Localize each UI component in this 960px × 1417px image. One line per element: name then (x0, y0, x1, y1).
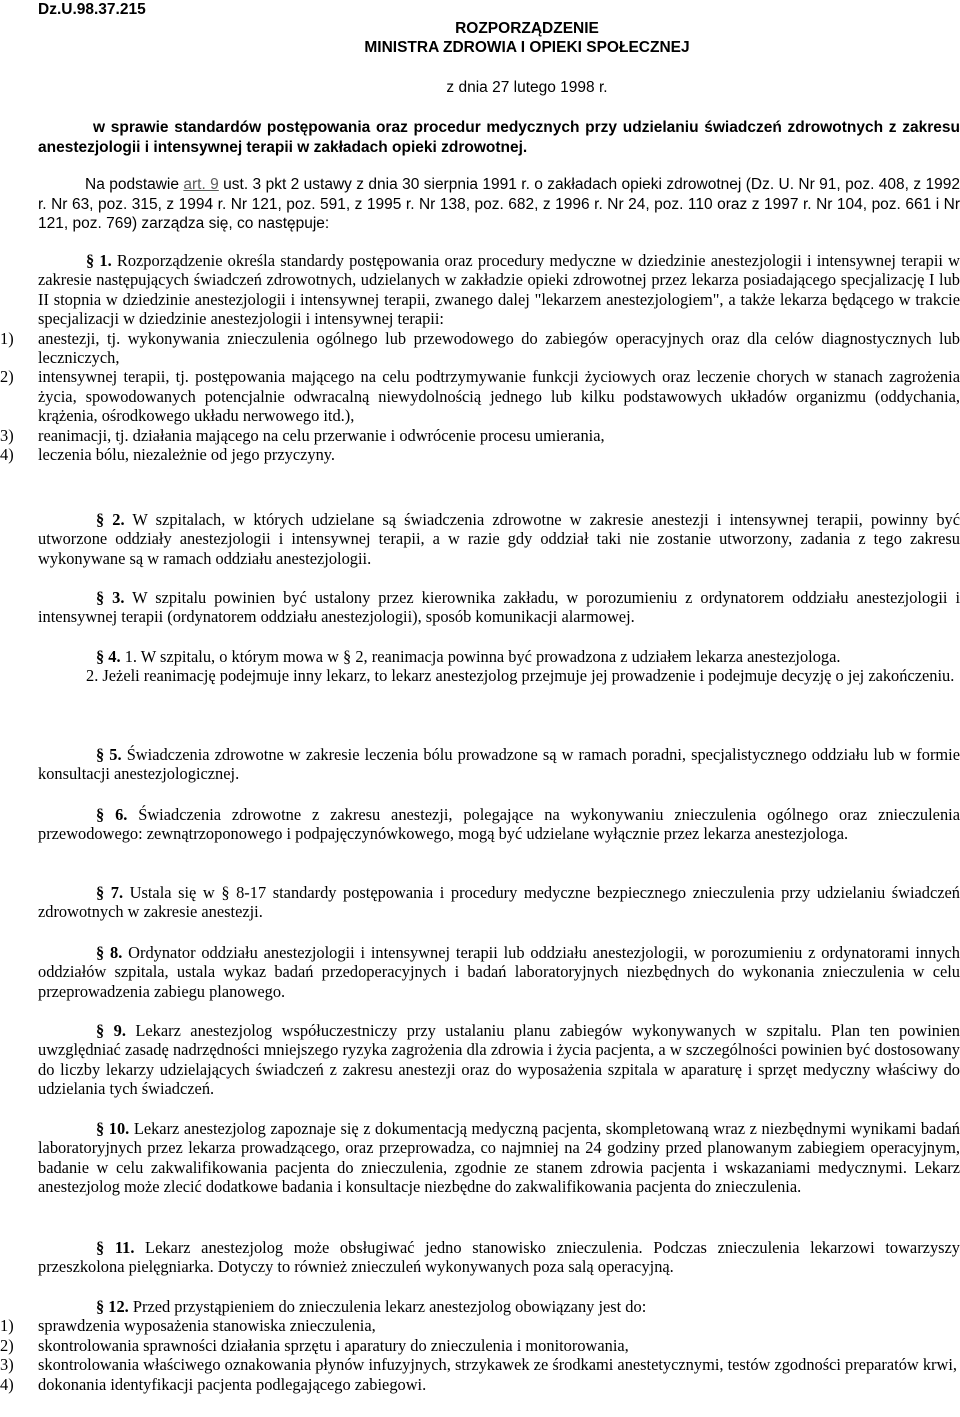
list-item: 4) dokonania identyfikacji pacjenta podlegającego zabiegowi. (0, 1374, 427, 1394)
section-1-list (0, 328, 960, 465)
section-4: § 4. 1. W szpitalu, o którym mowa w § 2, reanimacja powinna być prowadzona z udziałem lekarza anestezjologa. 2. Jeżeli reanimację podejmuje inny lekarz, to lekarz anestezjolog przejmuje jej prowadzenie i podejmuje decyzję o jej zakończeniu. (86, 647, 955, 686)
section-1 (0, 251, 960, 465)
section-8-number: § 8. (96, 943, 123, 962)
document-subject (38, 118, 960, 157)
section-12-list (0, 1316, 960, 1394)
list-item: 1) anestezji, tj. wykonywania znieczulenia ogólnego lub przewodowego do zabiegów operacyjnych oraz dla celów diagnostycznych lub leczniczych, (0, 328, 960, 368)
section-11-number: § 11. (96, 1238, 135, 1257)
list-item: 2) skontrolowania sprawności działania sprzętu i aparatury do znieczulenia i monitorowania, (0, 1335, 629, 1355)
subject-text: w sprawie standardów postępowania oraz procedur medycznych przy udzielaniu świadczeń zdrowotnych z zakresu anestezjologii i intensywnej terapii w zakładach opieki zdrowotnej. (38, 119, 960, 156)
section-4-number: § 4. (96, 647, 121, 666)
article-link[interactable]: art. 9 (183, 176, 219, 193)
section-12: § 12. Przed przystąpieniem do znieczulenia lekarz anestezjolog obowiązany jest do: 1) sprawdzenia wyposażenia stanowiska znieczulenia, 2) skontrolowania sprawności działania sprzętu i aparatury do znieczulenia i monitorowania, 3) skontrolowania właściwego oznakowania płynów infuzyjnych, strzykawek ze środkami anestetycznymi, testów zgodności preparatów krwi, 4) dokonania identyfikacji pacjenta podlegającego zabiegowi. (38, 1297, 960, 1394)
section-12-number: § 12. (96, 1297, 129, 1316)
list-item: 3) skontrolowania właściwego oznakowania płynów infuzyjnych, strzykawek ze środkami anestetycznymi, testów zgodności preparatów krwi, (0, 1355, 957, 1375)
section-6: § 6. Świadczenia zdrowotne z zakresu anestezji, polegające na wykonywaniu znieczulenia ogólnego oraz znieczulenia przewodowego: zewnątrzoponowego i podpajęczynówkowego, mogą być udzielane wyłącznie przez lekarza anestezjologa. (38, 805, 960, 844)
section-10: § 10. Lekarz anestezjolog zapoznaje się z dokumentacją medyczną pacjenta, skompletowaną wraz z niezbędnymi wynikami badań laboratoryjnych przez lekarza prowadzącego, oraz przeprowadza, co najmniej na 24 godziny przed planowanym zabiegiem operacyjnym, badanie w celu zakwalifikowania pacjenta do znieczulenia, zgodnie ze stanem zdrowia pacjenta i wskazaniami medycznymi. Lekarz anestezjolog może zlecić dodatkowe badania i konsultacje niezbędne do zakwalifikowania pacjenta do znieczulenia. (38, 1119, 960, 1197)
section-1-intro: § 1. Rozporządzenie określa standardy postępowania oraz procedury medyczne w dziedzinie anestezjologii i intensywnej terapii w zakresie następujących świadczeń zdrowotnych, udzielanych w zakładzie opieki zdrowotnej przez lekarza posiadającego specjalizację I lub II stopnia w dziedzinie anestezjologii i intensywnej terapii, zwanego dalej "lekarzem anestezjologiem", a także lekarza będącego w trakcie specjalizacji w dziedzinie anestezjologii i intensywnej terapii: (38, 251, 960, 329)
section-3: § 3. W szpitalu powinien być ustalony przez kierownika zakładu, w porozumieniu z ordynatorem oddziału anestezjologii i intensywnej terapii (ordynatorem oddziału anestezjologii), sposób komunikacji alarmowej. (38, 588, 960, 627)
basis-pre: Na podstawie (85, 176, 184, 193)
list-item: 1) sprawdzenia wyposażenia stanowiska znieczulenia, (0, 1316, 376, 1336)
journal-reference: Dz.U.98.37.215 (38, 1, 146, 18)
list-item: 3) reanimacji, tj. działania mającego na celu przerwanie i odwrócenie procesu umierania, (0, 425, 605, 445)
section-10-number: § 10. (96, 1119, 130, 1138)
section-1-number: § 1. (86, 251, 112, 270)
section-7-number: § 7. (96, 883, 124, 902)
section-5-number: § 5. (96, 745, 122, 764)
section-5: § 5. Świadczenia zdrowotne w zakresie leczenia bólu prowadzone są w ramach poradni, specjalistycznego oddziału lub w formie konsultacji anestezjologicznej. (38, 745, 960, 784)
list-item: 4) leczenia bólu, niezależnie od jego przyczyny. (0, 445, 336, 465)
section-9-number: § 9. (96, 1021, 126, 1040)
section-3-number: § 3. (96, 588, 125, 607)
section-2-number: § 2. (96, 510, 125, 529)
section-2: § 2. W szpitalach, w których udzielane są świadczenia zdrowotne w zakresie anestezji i intensywnej terapii, powinny być utworzone oddziały anestezjologii i intensywnej terapii, a w razie gdy oddział taki nie zostanie utworzony, zadania z tego zakresu wykonywane są w ramach oddziału anestezjologii. (38, 510, 960, 568)
section-11: § 11. Lekarz anestezjolog może obsługiwać jedno stanowisko znieczulenia. Podczas znieczulenia lekarzowi towarzyszy przeszkolona pielęgniarka. Dotyczy to również znieczuleń wykonywanych poza salą operacyjną. (38, 1238, 960, 1277)
section-8: § 8. Ordynator oddziału anestezjologii i intensywnej terapii lub oddziału anestezjologii, w porozumieniu z ordynatorami innych oddziałów szpitala, ustala wykaz badań przedoperacyjnych i badań laboratoryjnych niezbędnych do wykonania znieczulenia w celu przeprowadzenia zabiegu planowego. (38, 943, 960, 1001)
basis-post: ust. 3 pkt 2 ustawy z dnia 30 sierpnia 1991 r. o zakładach opieki zdrowotnej (Dz. U. Nr 91, poz. 408, z 1992 r. Nr 63, poz. 315, z 1994 r. Nr 121, poz. 591, z 1995 r. Nr 138, poz. 682, z 1996 r. Nr 24, poz. 110 oraz z 1997 r. Nr 104, poz. 661 i Nr 121, poz. 769) zarządza się, co następuje: (38, 176, 960, 232)
document-title-line1: ROZPORZĄDZENIE (455, 20, 599, 37)
section-9: § 9. Lekarz anestezjolog współuczestniczy przy ustalaniu planu zabiegów wykonywanych w szpitalu. Plan ten powinien uwzględniać zasadę nadrzędności mniejszego ryzyka zagrożenia dla zdrowia i życia pacjenta, a w szczególności powinien być dostosowany do liczby lekarzy udzielających świadczeń z zakresu anestezji oraz do wyposażenia szpitala w aparaturę i sprzęt medyczny właściwy do udzielania tych świadczeń. (38, 1021, 960, 1099)
legal-basis (38, 175, 960, 234)
document-date: z dnia 27 lutego 1998 r. (446, 79, 608, 96)
section-7: § 7. Ustala się w § 8-17 standardy postępowania i procedury medyczne bezpiecznego znieczulenia przy udzielaniu świadczeń zdrowotnych w zakresie anestezji. (38, 883, 960, 922)
document-title-line2: MINISTRA ZDROWIA I OPIEKI SPOŁECZNEJ (364, 39, 690, 56)
section-6-number: § 6. (96, 805, 128, 824)
list-item: 2) intensywnej terapii, tj. postępowania mającego na celu podtrzymywanie funkcji życiowych oraz leczenie chorych w stanach zagrożenia życia, spowodowanych potencjalnie odwracalną niewydolnością jednego lub kilku podstawowych układów organizmu (oddychania, krążenia, ośrodkowego układu nerwowego itd.), (0, 367, 960, 426)
